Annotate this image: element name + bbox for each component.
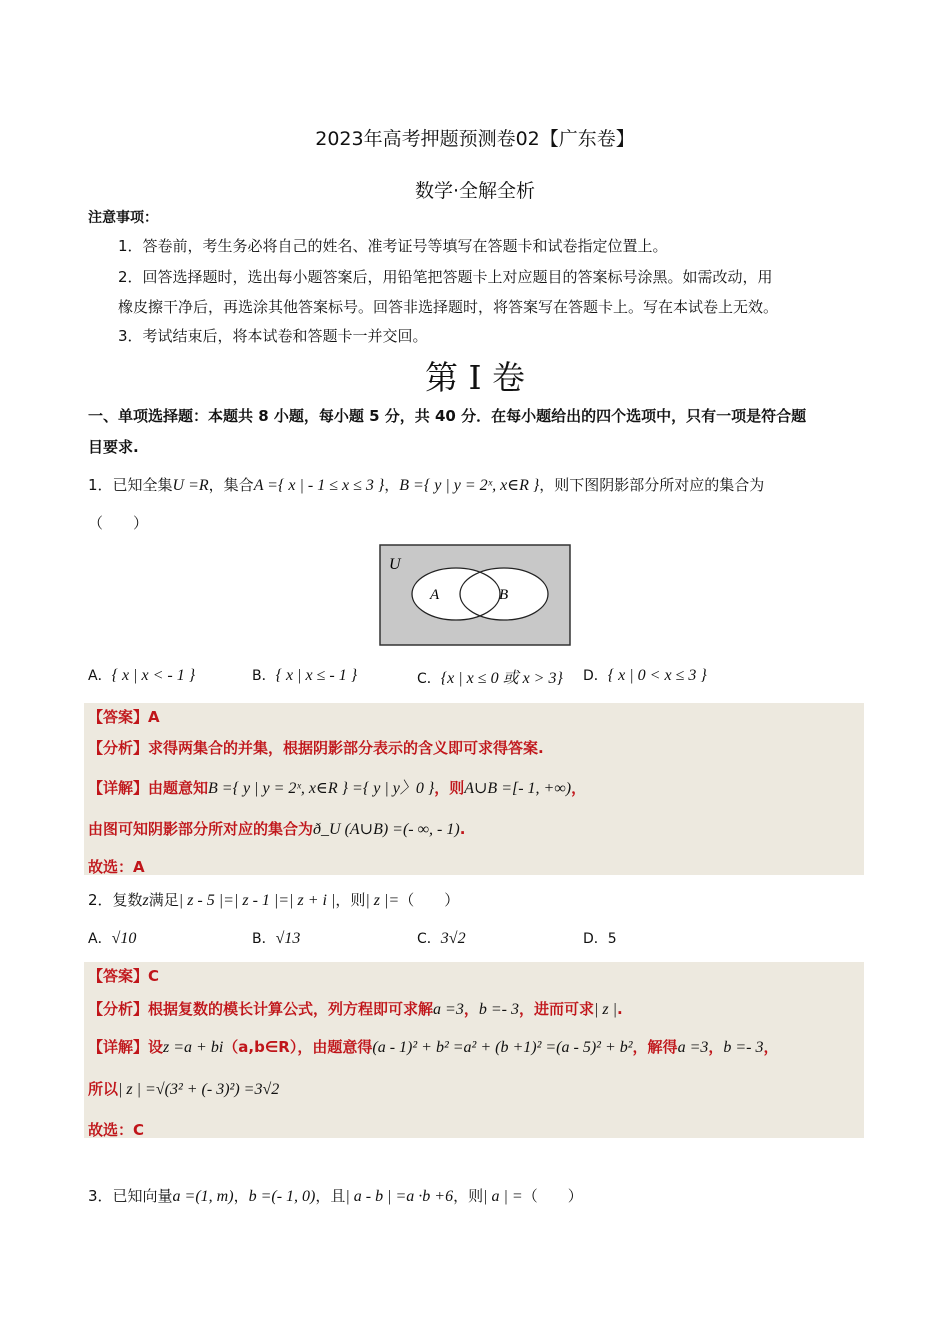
note-item: 1．答卷前，考生务必将自己的姓名、准考证号等填写在答题卡和试卷指定位置上。 bbox=[118, 237, 668, 255]
venn-diagram bbox=[379, 544, 571, 646]
section-heading: 一、单项选择题：本题共 8 小题，每小题 5 分，共 40 分．在每小题给出的四个选项中，只有一项是符合题 bbox=[88, 407, 807, 425]
q2-answer: 【答案】C bbox=[88, 967, 160, 985]
q2-option-b[interactable]: B．√13 bbox=[252, 930, 301, 947]
volume-title: 第 I 卷 bbox=[424, 358, 525, 397]
note-item: 橡皮擦干净后，再选涂其他答案标号。回答非选择题时，将答案写在答题卡上。写在本试卷上无效。 bbox=[118, 298, 779, 316]
q1-paren: （ ） bbox=[88, 514, 149, 532]
q1-stem bbox=[88, 474, 764, 495]
venn-b-label: B bbox=[499, 587, 509, 603]
page-subtitle: 数学·全解全析 bbox=[414, 180, 536, 202]
q2-choice: 故选：C bbox=[88, 1121, 145, 1139]
q1-option-d[interactable]: D．{ x | 0 < x ≤ 3 } bbox=[583, 667, 707, 684]
notes-heading: 注意事项： bbox=[88, 210, 158, 226]
q1-answer: 【答案】A bbox=[88, 708, 160, 726]
q1-option-a[interactable]: A．{ x | x < - 1 } bbox=[88, 667, 196, 684]
q1-number: 1．已知全集 bbox=[88, 476, 173, 494]
q1-option-c[interactable]: C．{x | x ≤ 0 或 x > 3} bbox=[417, 670, 563, 687]
q1-universal-set: U =R bbox=[172, 477, 209, 494]
venn-a-label: A bbox=[430, 587, 440, 603]
q1-set-b: B ={ y | y = 2ˣ, x∈R } bbox=[399, 477, 540, 494]
q2-option-c[interactable]: C．3√2 bbox=[417, 930, 466, 947]
q1-text: ，集合 bbox=[208, 476, 254, 494]
q1-option-b[interactable]: B．{ x | x ≤ - 1 } bbox=[252, 667, 358, 684]
q2-detail-line2: 所以| z | =√(3² + (- 3)²) =3√2 bbox=[88, 1080, 280, 1098]
q2-detail: 【详解】设z =a + bi（a,b∈R），由题意得(a - 1)² + b² =a² + (b +1)² =(a - 5)² + b²，解得a =3，b =- 3， bbox=[88, 1038, 779, 1056]
q2-stem: 2．复数z满足| z - 5 |=| z - 1 |=| z + i |，则| z |=（ ） bbox=[88, 891, 460, 909]
q1-set-a: A ={ x | - 1 ≤ x ≤ 3 } bbox=[253, 477, 385, 494]
q1-detail: 【详解】由题意知B ={ y | y = 2ˣ, x∈R } ={ y | y〉0 }，则A∪B =[- 1, +∞)， bbox=[88, 779, 587, 797]
note-item: 3．考试结束后，将本试卷和答题卡一并交回。 bbox=[118, 327, 428, 345]
q1-text: ， bbox=[384, 476, 400, 494]
q3-stem: 3．已知向量a =(1, m)，b =(- 1, 0)，且| a - b | =a ·b +6，则| a | =（ ） bbox=[88, 1187, 583, 1205]
q2-analysis: 【分析】根据复数的模长计算公式，列方程即可求解a =3，b =- 3，进而可求| z |. bbox=[88, 1000, 623, 1018]
page-title: 2023年高考押题预测卷02【广东卷】 bbox=[315, 128, 635, 150]
venn-u-label: U bbox=[389, 556, 401, 573]
q1-text: ，则下图阴影部分所对应的集合为 bbox=[539, 476, 765, 494]
q1-choice: 故选：A bbox=[88, 858, 145, 876]
section-heading-cont: 目要求. bbox=[88, 438, 139, 456]
q2-option-a[interactable]: A．√10 bbox=[88, 930, 137, 947]
q2-option-d[interactable]: D．5 bbox=[583, 931, 617, 947]
note-item: 2．回答选择题时，选出每小题答案后，用铅笔把答题卡上对应题目的答案标号涂黑。如需改动，用 bbox=[118, 268, 773, 286]
q1-detail-line2: 由图可知阴影部分所对应的集合为ð_U (A∪B) =(- ∞, - 1). bbox=[88, 820, 466, 838]
q1-analysis: 【分析】求得两集合的并集，根据阴影部分表示的含义即可求得答案. bbox=[88, 739, 544, 757]
